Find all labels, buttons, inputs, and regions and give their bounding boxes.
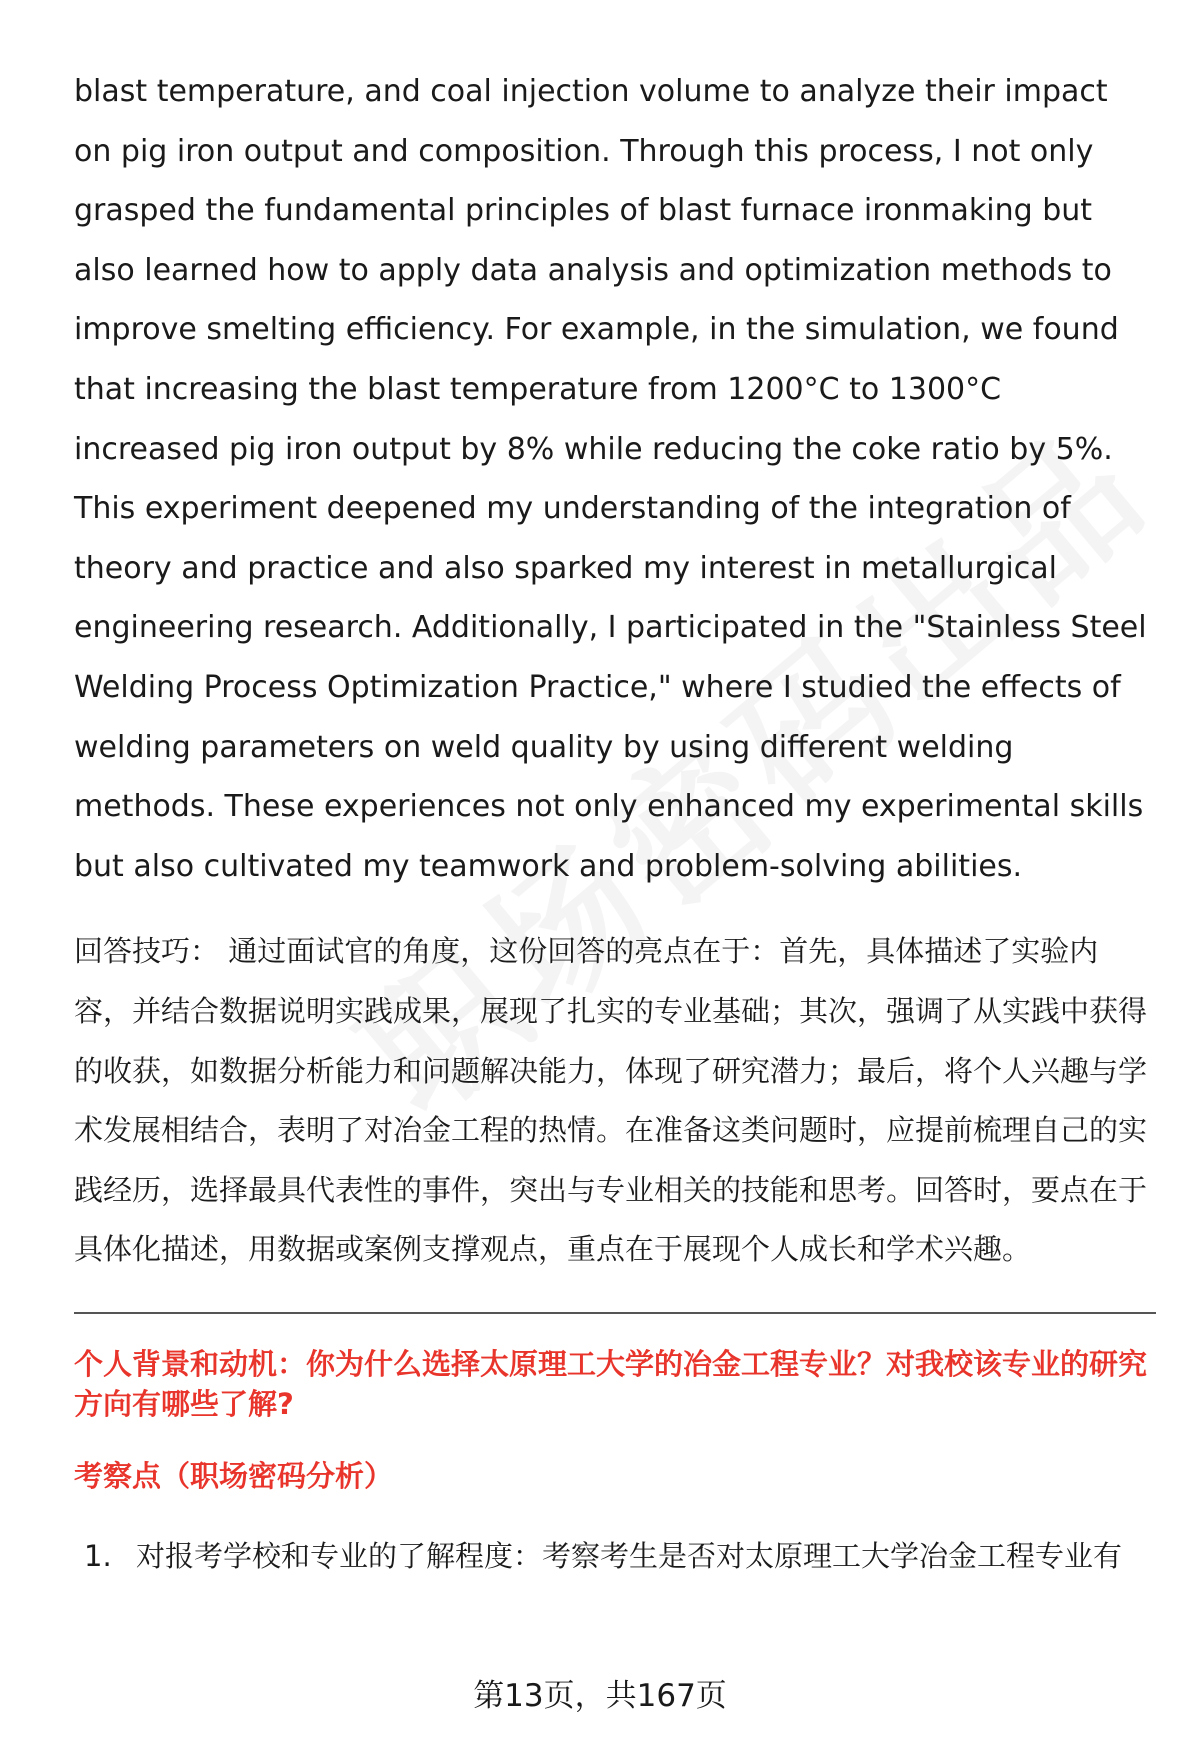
- answer-tip-paragraph: 回答技巧： 通过面试官的角度，这份回答的亮点在于：首先，具体描述了实验内容，并结合数据说明实践成果，展现了扎实的专业基础；其次，强调了从实践中获得的收获，如数据分析能力和问题解决能力，体现了研究潜力；最后，将个人兴趣与学术发展相结合，表明了对冶金工程的热情。在准备这类问题时，应提前梳理自己的实践经历，选择最具代表性的事件，突出与专业相关的技能和思考。回答时，要点在于具体化描述，用数据或案例支撑观点，重点在于展现个人成长和学术兴趣。: [74, 934, 1148, 1267]
- list-item-text: 对报考学校和专业的了解程度：考察考生是否对太原理工大学冶金工程专业有: [136, 1538, 1123, 1573]
- section-subheading: 考察点（职场密码分析）: [74, 1458, 394, 1493]
- page-content: [74, 62, 1154, 1576]
- body-paragraph: blast temperature, and coal injection volume to analyze their impact on pig iron output and composition. Through this process, I not only grasped the fundamental principles of blast furnace ironmaking but also learned how to apply data analysis and optimization methods to improve smelting efficiency. For example, in the simulation, we found that increasing the blast temperature from 1200°C to 1300°C increased pig iron output by 8% while reducing the coke ratio by 5%. This experiment deepened my understanding of the integration of theory and practice and also sparked my interest in metallurgical engineering research. Additionally, I participated in the "Stainless Steel Welding Process Optimization Practice," where I studied the effects of welding parameters on weld quality by using different welding methods. These experiences not only enhanced my experimental skills but also cultivated my teamwork and problem-solving abilities.: [74, 74, 1147, 884]
- page-number-footer: 第13页，共167页: [473, 1678, 727, 1714]
- question-heading: 个人背景和动机：你为什么选择太原理工大学的冶金工程专业？对我校该专业的研究方向有哪些了解?: [74, 1346, 1148, 1421]
- numbered-list: [74, 1536, 1154, 1576]
- list-item-number: 1.: [84, 1538, 112, 1573]
- section-divider: [74, 1312, 1156, 1314]
- list-item: [74, 1536, 1154, 1576]
